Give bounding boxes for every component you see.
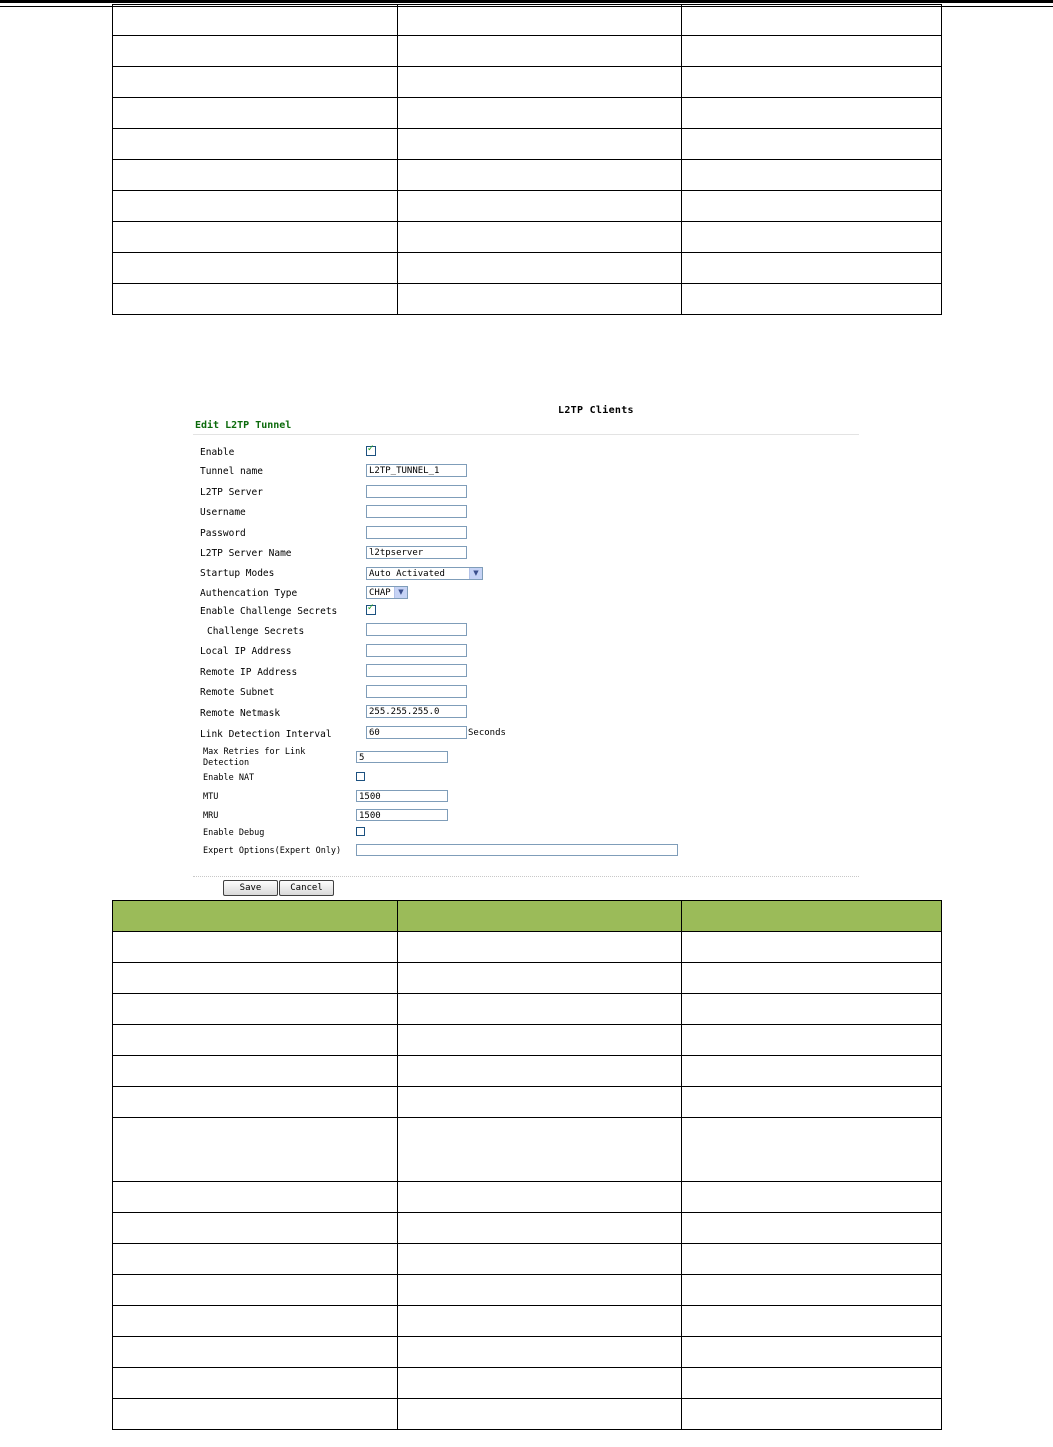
table-row xyxy=(113,932,942,963)
tunnel-name-label: Tunnel name xyxy=(200,466,263,477)
remote-subnet-label: Remote Subnet xyxy=(200,687,275,698)
table-row xyxy=(113,1306,942,1337)
chevron-down-icon[interactable]: ▼ xyxy=(394,587,407,598)
table-row xyxy=(113,1087,942,1118)
table-row xyxy=(113,963,942,994)
form-title: L2TP Clients xyxy=(558,405,634,416)
enable-debug-checkbox[interactable] xyxy=(356,827,365,836)
local-ip-label: Local IP Address xyxy=(200,646,292,657)
table-row xyxy=(113,253,942,284)
link-interval-label: Link Detection Interval xyxy=(200,729,332,740)
table-row xyxy=(113,1182,942,1213)
remote-netmask-input[interactable]: 255.255.255.0 xyxy=(366,705,467,718)
bottom-table xyxy=(112,900,942,1430)
remote-netmask-label: Remote Netmask xyxy=(200,708,281,719)
expert-options-input[interactable] xyxy=(356,844,678,856)
max-retries-label-line2: Detection xyxy=(203,758,250,768)
table-row xyxy=(113,1118,942,1182)
link-interval-input[interactable]: 60 xyxy=(366,726,467,739)
password-label: Password xyxy=(200,528,246,539)
table-row xyxy=(113,1275,942,1306)
table-row xyxy=(113,129,942,160)
auth-type-select[interactable] xyxy=(366,586,408,599)
table-row xyxy=(113,1025,942,1056)
table-row xyxy=(113,98,942,129)
enable-nat-label: Enable NAT xyxy=(203,773,255,783)
link-interval-unit: Seconds xyxy=(468,728,506,738)
divider xyxy=(193,876,859,877)
table-row xyxy=(113,1368,942,1399)
max-retries-label-line1: Max Retries for Link xyxy=(203,747,306,757)
table-row xyxy=(113,191,942,222)
table-row xyxy=(113,1056,942,1087)
enable-challenge-label: Enable Challenge Secrets xyxy=(200,606,338,617)
table-row xyxy=(113,160,942,191)
table-row xyxy=(113,67,942,98)
mru-input[interactable]: 1500 xyxy=(356,809,448,821)
startup-modes-label: Startup Modes xyxy=(200,568,275,579)
chevron-down-icon[interactable]: ▼ xyxy=(469,568,482,579)
mtu-label: MTU xyxy=(203,792,219,802)
enable-challenge-checkbox[interactable] xyxy=(366,605,376,615)
remote-ip-input[interactable] xyxy=(366,664,467,677)
check-mark-icon: ✓ xyxy=(367,444,375,454)
local-ip-input[interactable] xyxy=(366,644,467,657)
save-button[interactable]: Save xyxy=(223,880,278,896)
username-input[interactable] xyxy=(366,505,467,518)
server-name-input[interactable]: l2tpserver xyxy=(366,546,467,559)
form-section-title: Edit L2TP Tunnel xyxy=(195,420,292,431)
table-row xyxy=(113,1244,942,1275)
table-row xyxy=(113,36,942,67)
table-row xyxy=(113,994,942,1025)
tunnel-name-input[interactable]: L2TP_TUNNEL_1 xyxy=(366,464,467,477)
max-retries-input[interactable]: 5 xyxy=(356,751,448,763)
remote-subnet-input[interactable] xyxy=(366,685,467,698)
l2tp-server-input[interactable] xyxy=(366,485,467,498)
enable-nat-checkbox[interactable] xyxy=(356,772,365,781)
check-mark-icon: ✓ xyxy=(367,603,375,613)
enable-label: Enable xyxy=(200,447,235,458)
l2tp-client-form xyxy=(193,399,861,899)
auth-type-value: CHAP xyxy=(369,588,391,598)
enable-checkbox[interactable] xyxy=(366,446,376,456)
table-row xyxy=(113,1337,942,1368)
password-input[interactable] xyxy=(366,526,467,539)
startup-modes-select[interactable] xyxy=(366,567,483,580)
username-label: Username xyxy=(200,507,246,518)
challenge-secrets-input[interactable] xyxy=(366,623,467,636)
server-name-label: L2TP Server Name xyxy=(200,548,292,559)
table-header-row xyxy=(113,901,942,932)
l2tp-server-label: L2TP Server xyxy=(200,487,263,498)
enable-debug-label: Enable Debug xyxy=(203,828,265,838)
table-row xyxy=(113,284,942,315)
auth-type-label: Authencation Type xyxy=(200,588,298,599)
expert-options-label: Expert Options(Expert Only) xyxy=(203,846,342,856)
mru-label: MRU xyxy=(203,811,219,821)
table-row xyxy=(113,1213,942,1244)
remote-ip-label: Remote IP Address xyxy=(200,667,298,678)
table-row xyxy=(113,222,942,253)
mtu-input[interactable]: 1500 xyxy=(356,790,448,802)
challenge-secrets-label: Challenge Secrets xyxy=(207,626,305,637)
divider xyxy=(193,434,859,435)
cancel-button[interactable]: Cancel xyxy=(279,880,334,896)
startup-modes-value: Auto Activated xyxy=(369,569,445,579)
top-table xyxy=(112,4,942,315)
table-row xyxy=(113,1399,942,1430)
table-row xyxy=(113,5,942,36)
